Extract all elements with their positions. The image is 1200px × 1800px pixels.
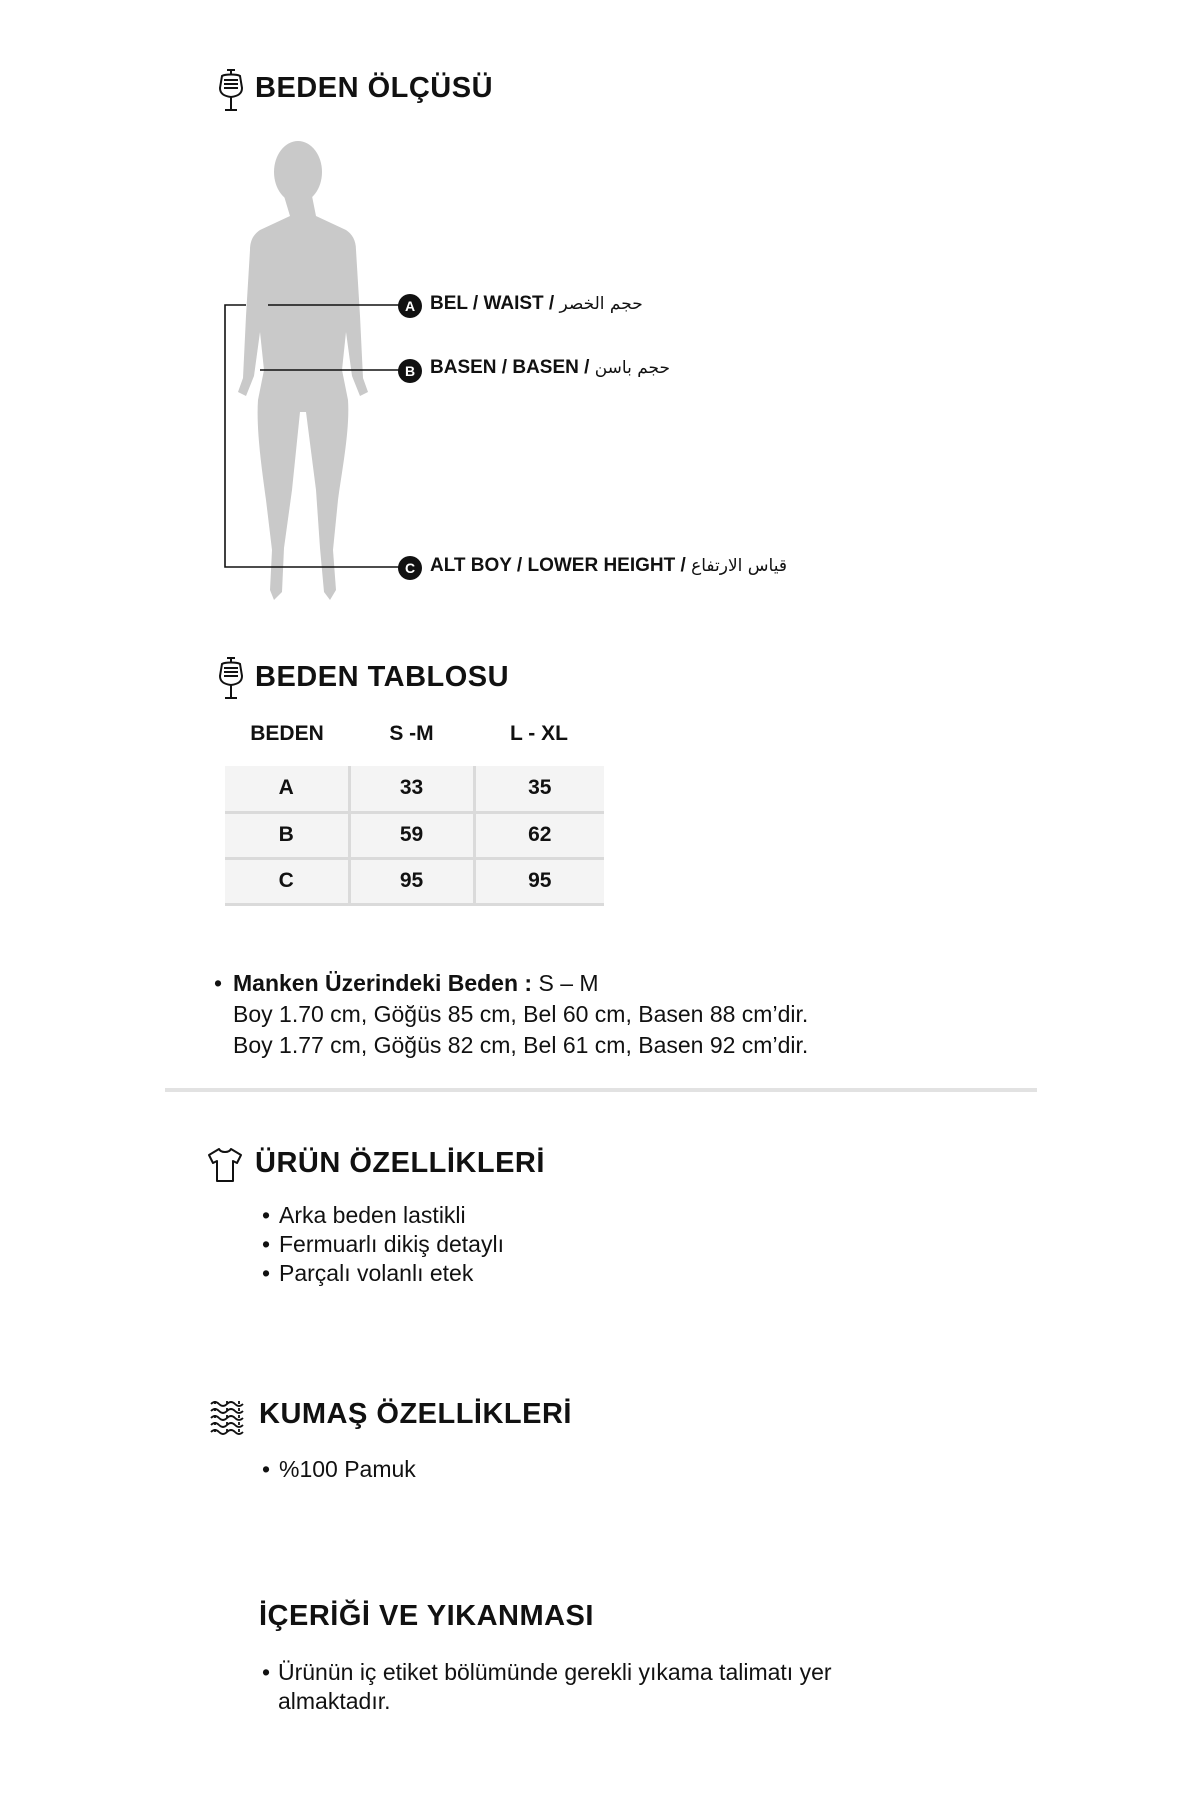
fabric-features-title: KUMAŞ ÖZELLİKLERİ xyxy=(259,1398,572,1430)
table-row xyxy=(225,858,604,904)
care-title: İÇERİĞİ VE YIKANMASI xyxy=(259,1600,594,1632)
model-size-value: S – M xyxy=(538,970,599,996)
marker-b: B xyxy=(398,359,422,383)
section-divider xyxy=(165,1088,1037,1092)
size-table-header: BEDEN xyxy=(225,716,349,766)
size-measure-title: BEDEN ÖLÇÜSÜ xyxy=(255,72,494,104)
bullet: • xyxy=(262,1456,271,1482)
table-cell: C xyxy=(225,858,349,904)
mannequin-icon xyxy=(215,654,247,702)
product-feature-item: Parçalı volanlı etek xyxy=(279,1260,474,1286)
size-table xyxy=(225,716,604,906)
size-table-title: BEDEN TABLOSU xyxy=(255,661,510,693)
measure-label-hip xyxy=(430,357,670,379)
hip-arabic: حجم باسن xyxy=(594,358,670,378)
table-cell: 62 xyxy=(474,812,604,858)
table-cell: A xyxy=(225,766,349,812)
measure-label-lower-height xyxy=(430,555,787,577)
table-cell: 33 xyxy=(349,766,474,812)
care-text-line-2: almaktadır. xyxy=(278,1688,391,1714)
bullet: • xyxy=(262,1659,271,1685)
bullet: • xyxy=(262,1202,271,1228)
size-table-header: S -M xyxy=(349,716,474,766)
fabric-feature-item: %100 Pamuk xyxy=(279,1456,416,1482)
waist-label: BEL / WAIST / xyxy=(430,293,555,314)
table-cell: 35 xyxy=(474,766,604,812)
measure-label-waist xyxy=(430,293,643,315)
tshirt-icon xyxy=(206,1146,244,1184)
table-cell: 95 xyxy=(474,858,604,904)
model-measurements-1: Boy 1.70 cm, Göğüs 85 cm, Bel 60 cm, Basen 88 cm’dir. xyxy=(233,1001,809,1027)
size-table-header-row xyxy=(225,716,604,766)
table-row xyxy=(225,812,604,858)
lower-height-arabic: قياس الارتفاع xyxy=(691,556,787,576)
table-cell: 95 xyxy=(349,858,474,904)
model-size-label: Manken Üzerindeki Beden : xyxy=(233,970,533,996)
bullet: • xyxy=(214,970,223,996)
waist-arabic: حجم الخصر xyxy=(559,294,643,314)
fabric-texture-icon xyxy=(208,1398,246,1436)
marker-a: A xyxy=(398,294,422,318)
care-text-line-1: Ürünün iç etiket bölümünde gerekli yıkama talimatı yer xyxy=(278,1659,832,1685)
bullet: • xyxy=(262,1231,271,1257)
marker-c: C xyxy=(398,556,422,580)
product-feature-item: Arka beden lastikli xyxy=(279,1202,466,1228)
bullet: • xyxy=(262,1260,271,1286)
table-cell: B xyxy=(225,812,349,858)
mannequin-icon xyxy=(215,66,247,114)
size-table-header: L - XL xyxy=(474,716,604,766)
product-feature-item: Fermuarlı dikiş detaylı xyxy=(279,1231,504,1257)
product-features-title: ÜRÜN ÖZELLİKLERİ xyxy=(255,1147,545,1179)
table-cell: 59 xyxy=(349,812,474,858)
model-size-line xyxy=(233,970,599,997)
table-row xyxy=(225,766,604,812)
hip-label: BASEN / BASEN / xyxy=(430,357,590,378)
model-measurements-2: Boy 1.77 cm, Göğüs 82 cm, Bel 61 cm, Basen 92 cm’dir. xyxy=(233,1032,809,1058)
lower-height-label: ALT BOY / LOWER HEIGHT / xyxy=(430,555,686,576)
